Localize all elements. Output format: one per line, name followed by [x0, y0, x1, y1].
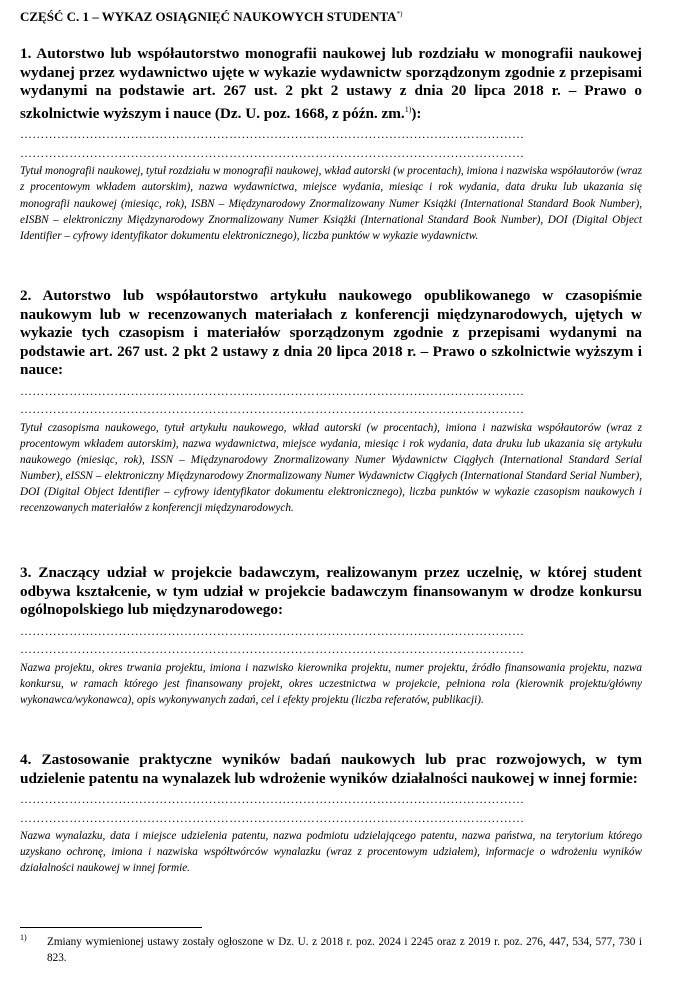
section-3-fill-line-2[interactable]: ……………………………………………………………………………………………………………	[20, 642, 525, 657]
section-1-description: Tytuł monografii naukowej, tytuł rozdziału w monografii naukowej, wkład autorski (w procentach), imiona i nazwiska współautorów (wraz z procentowym wkładem autorskim), nazwa wydawnictwa, miejsce wydania, miesiąc i rok wydania, data druku lub ukazania się monografii naukowej (miesiąc, rok), ISBN – Międzynarodowy Znormalizowany Numer Książki (International Standard Book Number), eISBN – elektroniczny Międzynarodowy Znormalizowany Numer Książki (International Standard Book Number), DOI (Digital Object Identifier – cyfrowy identyfikator dokumentu elektronicznego), liczba punktów w wykazie wydawnictw.	[20, 165, 642, 242]
part-title-footnote-marker: *)	[396, 10, 403, 18]
section-3	[20, 564, 642, 708]
section-1-fill-line-1[interactable]: ……………………………………………………………………………………………………………	[20, 127, 525, 142]
footnote-text: Zmiany wymienionej ustawy zostały ogłoszone w Dz. U. z 2018 r. poz. 2024 i 2245 oraz z 2019 r. poz. 276, 447, 534, 577, 730 i 823.	[47, 936, 642, 964]
section-1-fill-line-2[interactable]: ……………………………………………………………………………………………………………	[20, 145, 525, 160]
section-4-description: Nazwa wynalazku, data i miejsce udzielenia patentu, nazwa podmiotu udzielającego patentu, nazwa państwa, na terytorium którego uzyskano ochronę, imiona i nazwiska współtwórców wynalazku (wraz z procentowym udziałem), informacje o wdrożeniu wyników działalności naukowej w innej formie.	[20, 830, 642, 875]
section-4-fill-line-1[interactable]: ……………………………………………………………………………………………………………	[20, 792, 525, 807]
part-title-text: CZĘŚĆ C. 1 – WYKAZ OSIĄGNIĘĆ NAUKOWYCH STUDENTA	[20, 9, 397, 24]
section-2-description: Tytuł czasopisma naukowego, tytuł artykułu naukowego, wkład autorski (w procentach), imiona i nazwiska współautorów (wraz z procentowym wkładem autorskim), nazwa wydawnictwa, miejsce wydania, miesiąc i rok wydania, data druku lub ukazania się artykułu naukowego (miesiąc, rok), ISSN – Międzynarodowy Znormalizowany Numer Wydawnictw Ciągłych (International Standard Serial Number), eISSN – elektroniczny Międzynarodowy Znormalizowany Numer Wydawnictw Ciągłych (International Standard Serial Number), DOI (Digital Object Identifier – cyfrowy identyfikator dokumentu elektronicznego), liczba punktów w wykazie czasopism naukowych i recenzowanych materiałów z konferencji międzynarodowych.	[20, 421, 642, 515]
footnote-divider	[20, 927, 202, 928]
section-1-footnote-marker: 1)	[404, 104, 412, 114]
section-2-heading: 2. Autorstwo lub współautorstwo artykułu naukowego opublikowanego w czasopiśmie naukowym lub w recenzowanych materiałach z konferencji międzynarodowych, ujętych w wykazie tych czasopism i materiałów sporządzonym zgodnie z przepisami wydanymi na podstawie art. 267 ust. 2 pkt 2 ustawy z dnia 20 lipca 2018 r. – Prawo o szkolnictwie wyższym i nauce:	[20, 287, 642, 379]
section-1-heading	[20, 45, 642, 123]
footnote-marker: 1)	[20, 933, 27, 942]
section-1-heading-text: 1. Autorstwo lub współautorstwo monografii naukowej lub rozdziału w monografii naukowej wydanej przez wydawnictwo ujęte w wykazie wydawnictw sporządzonym zgodnie z przepisami wydanymi na podstawie art. 267 ust. 2 pkt 2 ustawy z dnia 20 lipca 2018 r. – Prawo o szkolnictwie wyższym i nauce (Dz. U. poz. 1668, z późn. zm.	[20, 45, 642, 122]
section-3-heading: 3. Znaczący udział w projekcie badawczym, realizowanym przez uczelnię, w której student odbywa kształcenie, w tym udział w projekcie badawczym finansowanym w drodze konkursu ogólnopolskiego lub międzynarodowego:	[20, 564, 642, 619]
part-title	[20, 9, 402, 25]
section-3-description: Nazwa projektu, okres trwania projektu, imiona i nazwisko kierownika projektu, numer projektu, źródło finansowania projektu, nazwa konkursu, w ramach którego jest finansowany projekt, okres uczestnictwa w projekcie, pełniona rola (kierownik projektu/główny wykonawca/wykonawca), opis wykonywanych zadań, cel i efekty projektu (liczba referatów, publikacji).	[20, 661, 642, 706]
section-1-heading-end: ):	[411, 104, 422, 122]
section-4-heading: 4. Zastosowanie praktyczne wyników badań naukowych lub prac rozwojowych, w tym udzielenie patentu na wynalazek lub wdrożenie wyników działalności naukowej w innej formie:	[20, 751, 642, 787]
section-1	[20, 45, 642, 244]
footnote	[20, 934, 642, 966]
section-2-fill-line-2[interactable]: ……………………………………………………………………………………………………………	[20, 402, 525, 417]
section-2	[20, 287, 642, 517]
section-3-fill-line-1[interactable]: ……………………………………………………………………………………………………………	[20, 623, 525, 638]
section-4	[20, 751, 642, 876]
section-4-fill-line-2[interactable]: ……………………………………………………………………………………………………………	[20, 810, 525, 825]
section-2-fill-line-1[interactable]: ……………………………………………………………………………………………………………	[20, 383, 525, 398]
